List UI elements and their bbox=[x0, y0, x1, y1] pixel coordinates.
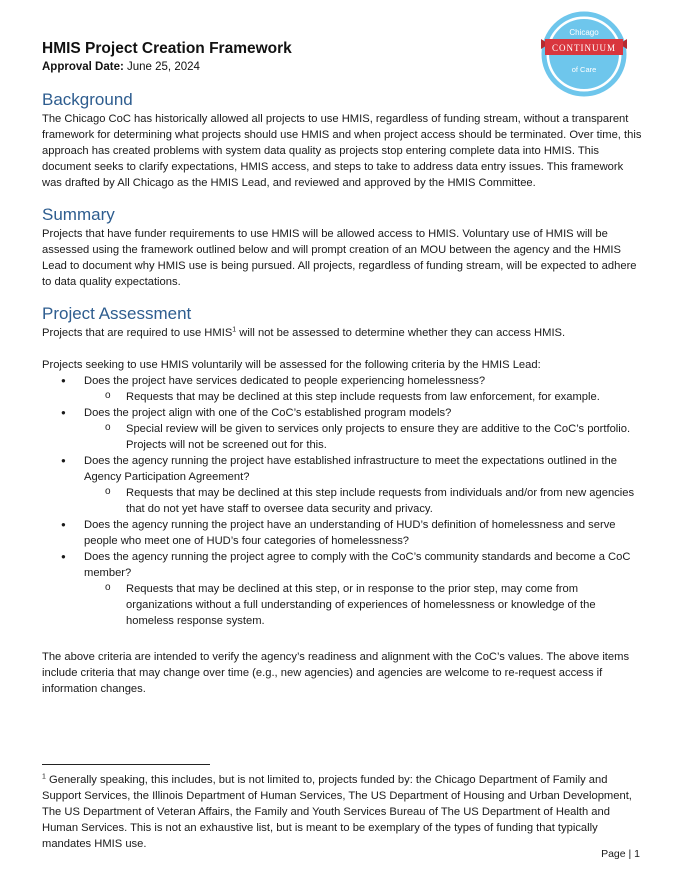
criterion-text: Does the agency running the project have an understanding of HUD’s definition of homelessness and serve people who meet one of HUD’s four categories of homelessness? bbox=[84, 519, 616, 547]
summary-paragraph: Projects that have funder requirements to use HMIS will be allowed access to HMIS. Voluntary use of HMIS will be assessed using the framework outlined below and will prompt creation of an MOU between the agency and the HMIS Lead to document why HMIS use is being pursued. All projects, regardless of funding stream, will be expected to adhere to data quality expectations. bbox=[42, 228, 637, 288]
footnote-divider bbox=[42, 764, 210, 765]
list-item bbox=[42, 453, 642, 517]
approval-value: June 25, 2024 bbox=[127, 61, 200, 73]
sub-list-item: o Special review will be given to services only projects to ensure they are additive to the CoC’s portfolio. Projects will not be screened out for this. bbox=[84, 421, 642, 453]
criteria-list bbox=[42, 373, 642, 629]
summary-heading: Summary bbox=[42, 205, 115, 224]
logo-top-text: Chicago bbox=[569, 28, 599, 37]
logo-banner-text: CONTINUUM bbox=[552, 43, 616, 53]
sub-list bbox=[84, 581, 642, 629]
criterion-text: Does the project align with one of the CoC’s established program models? bbox=[84, 407, 452, 419]
chicago-continuum-logo bbox=[541, 11, 627, 97]
approval-date bbox=[42, 61, 200, 73]
footnote-text: Generally speaking, this includes, but is not limited to, projects funded by: the Chicago Department of Family and Support Services, the Illinois Department of Human Services, The US Department of Housing and Urban Development, The US Department of Veteran Affairs, the Family and Youth Services Bureau of The US Department of Health and Human Services. This is not an exhaustive list, but is meant to be exemplary of the types of funding that typically mandates HMIS use. bbox=[42, 774, 632, 850]
sub-list bbox=[84, 421, 642, 453]
logo-bottom-text: of Care bbox=[571, 65, 597, 74]
background-paragraph: The Chicago CoC has historically allowed all projects to use HMIS, regardless of funding stream, without a transparent framework for determining what projects should use HMIS and when project access should be terminated. Over time, this approach has created problems with system data quality as projects stop entering complete data into HMIS. This document seeks to clarify expectations, HMIS access, and steps to take to address data entry issues. This framework was drafted by All Chicago as the HMIS Lead, and reviewed and approved by the HMIS Committee. bbox=[42, 113, 642, 189]
assessment-heading: Project Assessment bbox=[42, 304, 192, 323]
list-item bbox=[42, 373, 642, 405]
sub-list bbox=[84, 485, 642, 517]
footnote-marker: 1 bbox=[42, 773, 46, 781]
approval-label: Approval Date: bbox=[42, 61, 124, 73]
list-item bbox=[42, 517, 642, 549]
footnote-reference[interactable]: 1 bbox=[232, 326, 237, 334]
criterion-text: Does the agency running the project agree to comply with the CoC’s community standards and become a CoC member? bbox=[84, 551, 631, 579]
sub-list-item: o Requests that may be declined at this step, or in response to the prior step, may come from organizations without a full understanding of experiences of homelessness or knowledge of the homeless response system. bbox=[84, 581, 642, 629]
sub-list bbox=[84, 389, 642, 405]
criteria-intro: Projects seeking to use HMIS voluntarily will be assessed for the following criteria by the HMIS Lead: bbox=[42, 359, 541, 371]
assessment-intro-start: Projects that are required to use HMIS bbox=[42, 327, 233, 339]
list-item bbox=[42, 405, 642, 453]
assessment-intro-end: will not be assessed to determine whether they can access HMIS. bbox=[236, 327, 566, 339]
criterion-text: Does the project have services dedicated to people experiencing homelessness? bbox=[84, 375, 486, 387]
sub-list-item: o Requests that may be declined at this step include requests from law enforcement, for example. bbox=[84, 389, 642, 405]
footnote bbox=[42, 772, 642, 852]
criterion-text: Does the agency running the project have established infrastructure to meet the expectations outlined in the Agency Participation Agreement? bbox=[84, 455, 617, 483]
sub-list-item: o Requests that may be declined at this step include requests from individuals and/or from new agencies that do not yet have staff to oversee data security and privacy. bbox=[84, 485, 642, 517]
background-heading: Background bbox=[42, 90, 133, 109]
list-item bbox=[42, 549, 642, 629]
closing-paragraph: The above criteria are intended to verify the agency’s readiness and alignment with the CoC’s values. The above items include criteria that may change over time (e.g., new agencies) and agencies are welcome to re-request access if information changes. bbox=[42, 651, 630, 695]
assessment-intro bbox=[42, 325, 642, 341]
document-title: HMIS Project Creation Framework bbox=[42, 40, 292, 57]
document-body bbox=[42, 89, 642, 697]
page-number: Page | 1 bbox=[601, 848, 640, 860]
